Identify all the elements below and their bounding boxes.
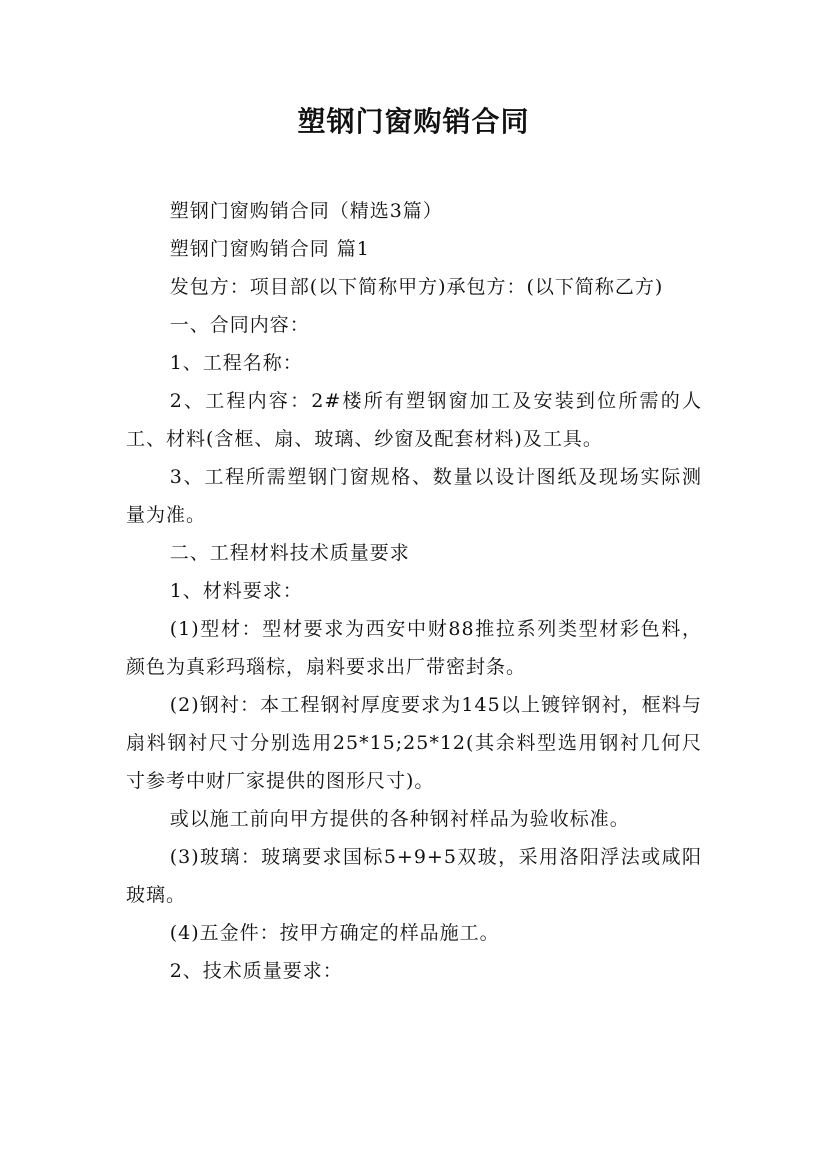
paragraph-heading-material-quality: 二、工程材料技术质量要求 [169,542,410,564]
paragraph-project-content: 2、工程内容：2#楼所有塑钢窗加工及安装到位所需的人工、材料(含框、扇、玻璃、纱窗及配套材料)及工具。 [126,390,702,450]
paragraph-parties: 发包方：项目部(以下简称甲方)承包方：(以下简称乙方) [169,276,664,298]
paragraph-technical-quality: 2、技术质量要求： [169,960,343,982]
paragraph-steel-lining: (2)钢衬：本工程钢衬厚度要求为145以上镀锌钢衬，框料与扇料钢衬尺寸分别选用25*15;25*12(其余料型选用钢衬几何尺寸参考中财厂家提供的图形尺寸)。 [126,694,702,792]
paragraph-hardware: (4)五金件：按甲方确定的样品施工。 [169,922,500,944]
paragraph-acceptance-standard: 或以施工前向甲方提供的各种钢衬样品为验收标准。 [169,808,630,830]
paragraph-specifications: 3、工程所需塑钢门窗规格、数量以设计图纸及现场实际测量为准。 [126,466,702,526]
paragraph-profile: (1)型材：型材要求为西安中财88推拉系列类型材彩色料，颜色为真彩玛瑙棕，扇料要求出厂带密封条。 [126,618,702,678]
paragraph-project-name: 1、工程名称： [169,352,303,374]
paragraph-subtitle: 塑钢门窗购销合同（精选3篇） [169,200,443,222]
paragraph-glass: (3)玻璃：玻璃要求国标5+9+5双玻，采用洛阳浮法或咸阳玻璃。 [126,846,702,906]
paragraph-heading-contract-content: 一、合同内容： [169,314,310,336]
document-body [126,192,702,990]
paragraph-section-heading: 塑钢门窗购销合同 篇1 [169,238,370,260]
document-title: 塑钢门窗购销合同 [297,105,530,138]
paragraph-material-requirements: 1、材料要求： [169,580,303,602]
